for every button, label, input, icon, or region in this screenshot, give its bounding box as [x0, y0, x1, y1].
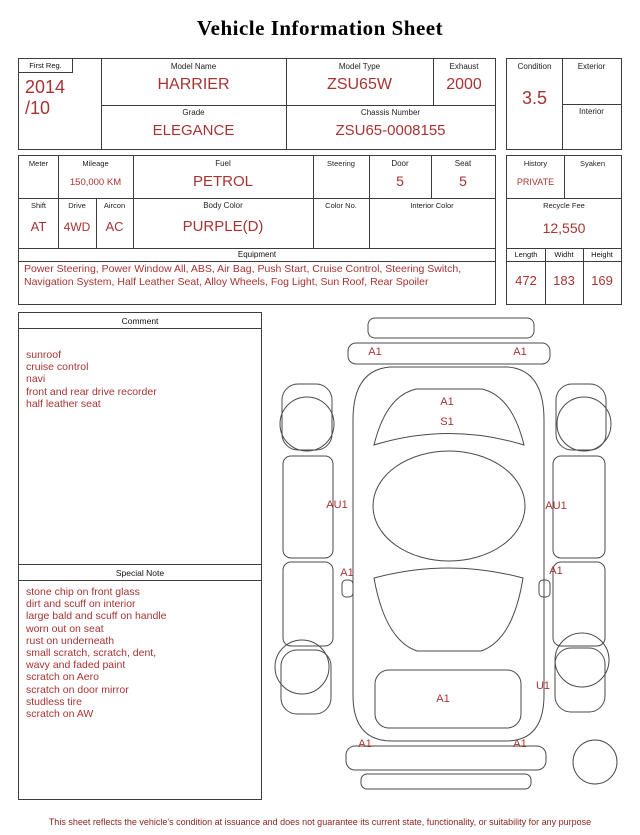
roof-sunroof	[373, 451, 525, 561]
comment-line: half leather seat	[26, 397, 101, 410]
meter-label: Meter	[28, 159, 49, 168]
disclaimer-text: This sheet reflects the vehicle's condition at issuance and does not guarantee its current state, functionality, or suitability for any purpose	[48, 817, 592, 827]
special-note-box	[18, 564, 262, 800]
exterior-label: Exterior	[577, 62, 606, 71]
damage-code: A1	[513, 738, 527, 750]
special-note-line: scratch on AW	[26, 708, 94, 721]
aircon-value: AC	[105, 219, 124, 234]
steering-label: Steering	[327, 159, 355, 168]
page-title: Vehicle Information Sheet	[196, 16, 444, 40]
damage-code: A1	[436, 693, 450, 705]
color-no-label: Color No.	[325, 201, 357, 210]
first-reg-year: 2014	[25, 77, 66, 97]
comment-line: sunroof	[26, 349, 62, 361]
chassis-value: ZSU65-0008155	[335, 122, 446, 139]
damage-code: A1	[440, 396, 454, 408]
model-name-label: Model Name	[170, 62, 217, 71]
damage-code: S1	[440, 416, 454, 428]
door-cell	[369, 156, 431, 198]
seat-label: Seat	[454, 159, 472, 168]
first-reg-value	[19, 77, 101, 119]
left-front-fender	[281, 650, 331, 714]
history-value: PRIVATE	[516, 177, 555, 187]
condition-label: Condition	[517, 62, 552, 71]
equipment-label: Equipment	[237, 250, 277, 259]
equipment-value: Power Steering, Power Window All, ABS, Air Bag, Push Start, Cruise Control, Steering Switch, Navigation System, Half Leather Seat, Alloy Wheels, Fog Light, Sun Roof, Rear Spoiler	[24, 263, 462, 288]
seat-cell	[431, 156, 495, 198]
length-label: Length	[514, 250, 538, 259]
interior-cell	[562, 104, 621, 149]
history-cell	[507, 156, 564, 198]
syaken-cell	[564, 156, 621, 198]
height-label: Height	[591, 250, 613, 259]
left-front-wheel	[275, 640, 329, 694]
right-front-wheel	[555, 633, 609, 687]
first-reg-month: /10	[25, 98, 51, 118]
grade-cell	[101, 105, 286, 149]
meter-cell	[19, 156, 58, 198]
comment-line: front and rear drive recorder	[26, 385, 157, 398]
car-front-strips	[346, 746, 546, 789]
specs-box	[18, 155, 496, 305]
drive-value: 4WD	[63, 220, 91, 234]
special-note-line: worn out on seat	[26, 622, 104, 635]
height-value: 169	[591, 273, 613, 288]
comment-header: Comment	[19, 313, 261, 329]
chassis-label: Chassis Number	[360, 108, 421, 117]
mileage-value: 150,000 KM	[69, 177, 122, 188]
model-type-value: ZSU65W	[327, 76, 392, 93]
condition-box	[506, 58, 622, 150]
aircon-cell	[96, 198, 133, 248]
recycle-fee-cell	[507, 198, 621, 248]
special-note-line: dirt and scuff on interior	[26, 598, 136, 611]
windshield	[374, 568, 523, 651]
damage-code: AU1	[545, 500, 567, 512]
model-name-value: HARRIER	[157, 76, 230, 93]
comment-line: navi	[26, 373, 46, 386]
damage-code: AU1	[326, 499, 348, 511]
recycle-fee-label: Recycle Fee	[543, 201, 585, 210]
special-note-line: stone chip on front glass	[26, 586, 140, 598]
body-color-label: Body Color	[203, 201, 243, 210]
special-note-line: small scratch, scratch, dent,	[26, 647, 157, 660]
car-right-side-panels	[539, 384, 617, 784]
condition-cell	[507, 59, 562, 149]
grade-label: Grade	[182, 108, 205, 117]
interior-label: Interior	[579, 107, 604, 116]
history-fee-box	[506, 155, 622, 305]
drive-label: Drive	[68, 201, 86, 210]
special-note-line: wavy and faded paint	[26, 659, 126, 672]
interior-color-cell	[369, 198, 495, 248]
chassis-cell	[286, 105, 495, 149]
special-note-line: scratch on Aero	[26, 671, 99, 684]
seat-value: 5	[459, 173, 467, 189]
recycle-fee-value: 12,550	[542, 220, 586, 236]
damage-code: U1	[535, 680, 551, 692]
width-label: Widht	[554, 250, 574, 259]
first-reg-label: First Reg.	[19, 59, 73, 73]
model-name-cell	[101, 59, 286, 105]
exhaust-cell	[433, 59, 495, 105]
damage-code: A1	[358, 738, 372, 750]
right-rear-fender	[556, 384, 606, 450]
right-rear-wheel	[557, 397, 611, 451]
damage-code: A1	[549, 565, 563, 577]
left-mirror	[342, 580, 353, 597]
comment-lines	[26, 349, 257, 410]
history-label: History	[523, 159, 548, 168]
right-front-fender	[555, 648, 605, 712]
drive-cell	[58, 198, 96, 248]
special-note-header: Special Note	[19, 565, 261, 581]
spare-tire	[573, 740, 617, 784]
body-color-cell	[133, 198, 313, 248]
shift-value: AT	[30, 219, 47, 234]
left-rear-fender	[282, 384, 332, 450]
exhaust-value: 2000	[446, 76, 482, 93]
car-damage-diagram	[262, 310, 630, 808]
damage-code: A1	[368, 346, 382, 358]
special-note-lines	[26, 586, 257, 720]
special-note-line: studless tire	[26, 695, 83, 708]
shift-cell	[19, 198, 58, 248]
mileage-label: Mileage	[82, 159, 109, 168]
steering-cell	[313, 156, 369, 198]
fuel-cell	[133, 156, 313, 198]
length-value: 472	[515, 273, 537, 288]
syaken-label: Syaken	[579, 159, 606, 168]
damage-code: A1	[513, 346, 527, 358]
special-note-line: large bald and scuff on handle	[26, 610, 167, 623]
color-no-cell	[313, 198, 369, 248]
model-type-cell	[286, 59, 433, 105]
body-color-value: PURPLE(D)	[182, 218, 264, 235]
damage-code: A1	[340, 567, 354, 579]
left-rear-wheel	[280, 397, 334, 451]
condition-value: 3.5	[521, 88, 548, 108]
aircon-label: Aircon	[103, 201, 126, 210]
comment-line: cruise control	[26, 361, 89, 374]
identity-box	[18, 58, 496, 150]
shift-label: Shift	[30, 201, 46, 210]
model-type-label: Model Type	[338, 62, 381, 71]
mileage-cell	[58, 156, 133, 198]
exhaust-label: Exhaust	[449, 62, 479, 71]
door-label: Door	[391, 159, 409, 168]
special-note-line: rust on underneath	[26, 634, 115, 647]
car-left-side-panels	[275, 384, 353, 714]
left-front-door	[283, 562, 333, 646]
fuel-label: Fuel	[215, 159, 231, 168]
door-value: 5	[396, 173, 404, 189]
width-value: 183	[553, 273, 575, 288]
car-diagram-svg	[262, 310, 630, 808]
fuel-value: PETROL	[192, 173, 253, 190]
special-note-line: scratch on door mirror	[26, 683, 129, 696]
interior-color-label: Interior Color	[410, 201, 454, 210]
comment-box	[18, 312, 262, 565]
grade-value: ELEGANCE	[152, 122, 235, 139]
exterior-cell	[562, 59, 621, 104]
